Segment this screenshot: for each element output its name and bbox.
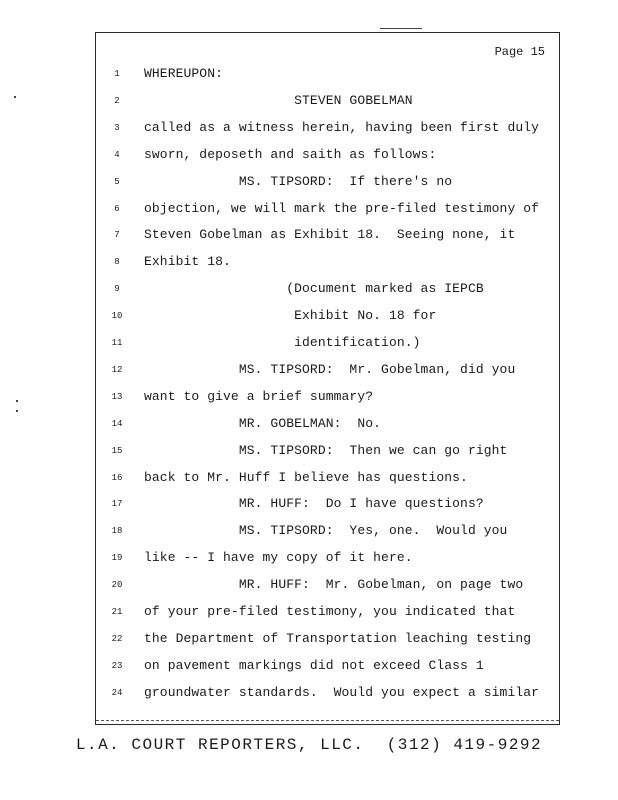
reporter-footer: L.A. COURT REPORTERS, LLC. (312) 419-9292	[75, 736, 543, 754]
line-text: groundwater standards. Would you expect a similar	[144, 684, 540, 700]
transcript-line	[96, 470, 559, 490]
line-number: 14	[111, 418, 123, 429]
transcript-line	[96, 227, 559, 247]
transcript-line	[96, 685, 559, 705]
transcript-line	[96, 496, 559, 516]
transcript-line	[96, 93, 559, 113]
line-number: 9	[114, 284, 120, 295]
line-text: want to give a brief summary?	[144, 388, 374, 404]
transcript-line	[96, 66, 559, 86]
line-number: 18	[111, 526, 123, 537]
page-bottom-rule	[96, 720, 559, 721]
line-number: 16	[111, 472, 123, 483]
page-number: Page 15	[494, 45, 545, 59]
line-number: 11	[111, 338, 123, 348]
line-text: called as a witness herein, having been first duly	[144, 119, 540, 135]
transcript-line	[96, 254, 559, 274]
transcript-line	[96, 120, 559, 140]
transcript-line	[96, 201, 559, 221]
line-text: STEVEN GOBELMAN	[144, 92, 413, 108]
line-number: 19	[111, 553, 123, 564]
scan-speck	[14, 96, 16, 98]
transcript-line	[96, 174, 559, 194]
line-text: MS. TIPSORD: If there's no	[144, 173, 453, 189]
line-number: 12	[111, 364, 123, 375]
scan-speck	[16, 410, 18, 412]
line-text: MS. TIPSORD: Yes, one. Would you	[144, 523, 508, 539]
transcript-line	[96, 362, 559, 382]
transcript-line	[96, 281, 559, 301]
line-text: MS. TIPSORD: Then we can go right	[144, 442, 508, 458]
transcript-line	[96, 577, 559, 597]
scan-mark	[380, 28, 422, 29]
transcript-line	[96, 147, 559, 167]
line-text: sworn, deposeth and saith as follows:	[144, 146, 437, 162]
line-text: Exhibit 18.	[144, 254, 231, 270]
line-text: Exhibit No. 18 for	[144, 308, 437, 324]
line-number: 17	[111, 499, 123, 510]
line-number: 15	[111, 445, 123, 456]
line-number: 2	[114, 95, 120, 106]
line-text: MR. HUFF: Do I have questions?	[144, 496, 484, 512]
line-text: the Department of Transportation leaching testing	[144, 630, 532, 646]
line-text: like -- I have my copy of it here.	[144, 550, 413, 566]
transcript-line	[96, 658, 559, 678]
line-number: 22	[111, 633, 123, 644]
line-text: identification.)	[144, 335, 421, 350]
line-number: 8	[114, 257, 120, 268]
transcript-line	[96, 308, 559, 328]
line-text: (Document marked as IEPCB	[144, 281, 484, 297]
transcript-line	[96, 523, 559, 543]
line-text: MS. TIPSORD: Mr. Gobelman, did you	[144, 361, 516, 377]
line-number: 24	[111, 687, 123, 698]
transcript-line	[96, 443, 559, 463]
line-text: WHEREUPON:	[144, 66, 224, 81]
transcript-page	[95, 32, 560, 725]
transcript-line	[96, 335, 559, 355]
line-number: 1	[114, 69, 120, 79]
line-text: Steven Gobelman as Exhibit 18. Seeing none, it	[144, 227, 516, 243]
line-text: objection, we will mark the pre-filed testimony of	[144, 200, 540, 216]
line-number: 3	[114, 122, 120, 133]
line-number: 4	[114, 149, 120, 160]
scan-speck	[16, 400, 18, 402]
line-text: on pavement markings did not exceed Class 1	[144, 657, 484, 673]
transcript-line	[96, 389, 559, 409]
transcript-line	[96, 550, 559, 570]
line-number: 10	[111, 311, 123, 322]
transcript-line	[96, 631, 559, 651]
line-text: back to Mr. Huff I believe has questions.	[144, 469, 468, 485]
line-number: 6	[114, 203, 120, 214]
transcript-line	[96, 604, 559, 624]
line-number: 13	[111, 391, 123, 402]
line-number: 7	[114, 230, 120, 241]
line-number: 23	[111, 660, 123, 671]
transcript-line	[96, 416, 559, 436]
line-text: MR. GOBELMAN: No.	[144, 415, 382, 431]
line-text: MR. HUFF: Mr. Gobelman, on page two	[144, 577, 524, 593]
line-number: 21	[111, 607, 123, 617]
line-number: 5	[114, 176, 120, 187]
line-number: 20	[111, 580, 123, 591]
line-text: of your pre-filed testimony, you indicated that	[144, 604, 516, 619]
